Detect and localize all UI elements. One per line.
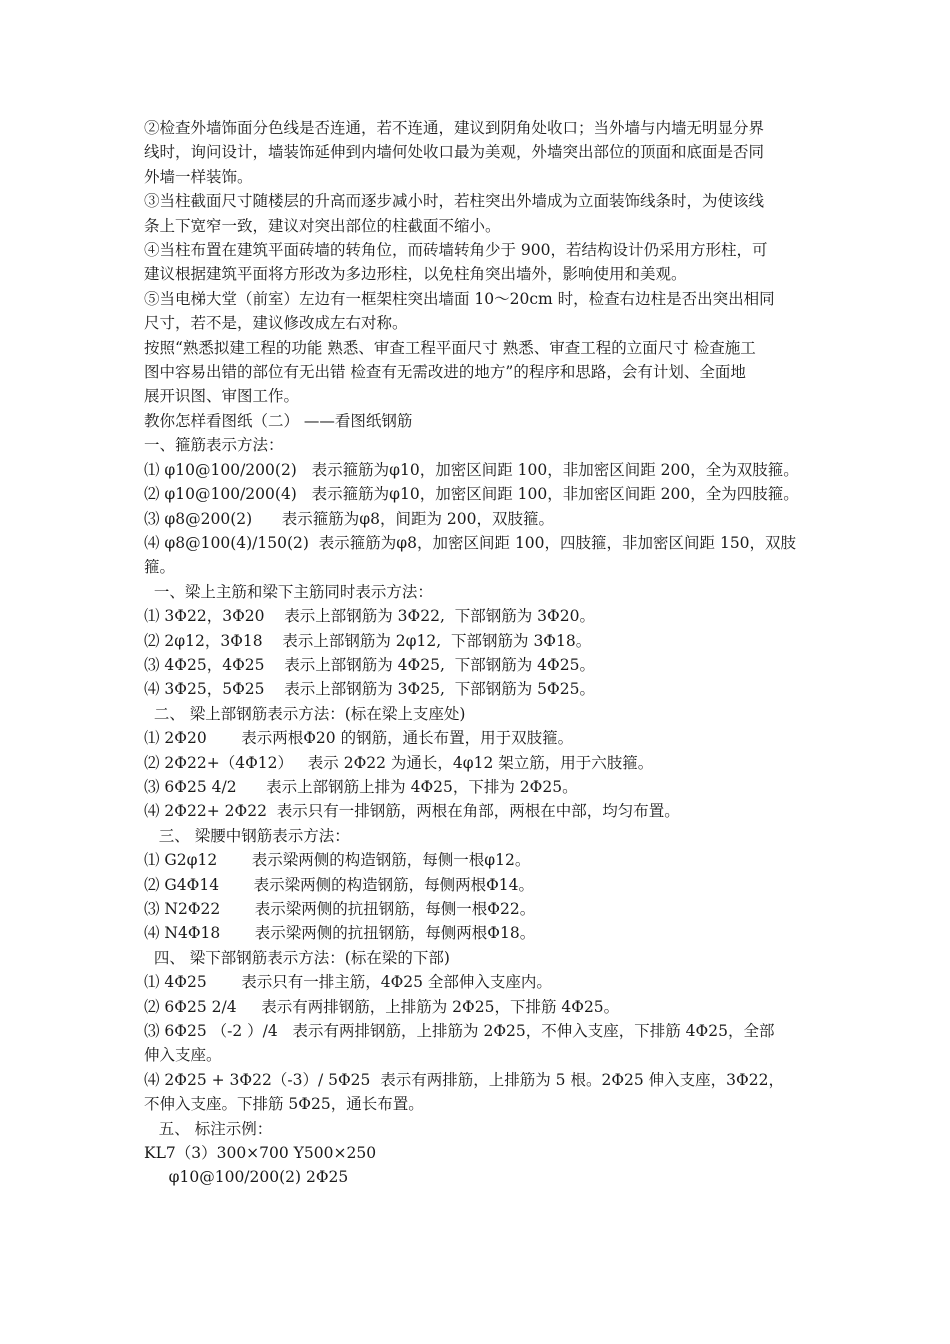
text-line: ③当柱截面尺寸随楼层的升高而逐步减小时，若柱突出外墙成为立面装饰线条时，为使该线 bbox=[144, 192, 765, 211]
text-line: 建议根据建筑平面将方形改为多边形柱，以免柱角突出墙外，影响使用和美观。 bbox=[144, 265, 687, 284]
text-line: 箍。 bbox=[144, 558, 176, 577]
text-line: 图中容易出错的部位有无出错 检查有无需改进的地方”的程序和思路，会有计划、全面地 bbox=[144, 363, 746, 382]
text-line: ⑶ φ8@200(2) 表示箍筋为φ8，间距为 200，双肢箍。 bbox=[144, 509, 554, 528]
text-line: ⑵ G4Φ14 表示梁两侧的构造钢筋，每侧两根Φ14。 bbox=[144, 875, 535, 894]
text-line: ④当柱布置在建筑平面砖墙的转角位，而砖墙转角少于 900，若结构设计仍采用方形柱，可 bbox=[144, 241, 768, 260]
section-title: 教你怎样看图纸（二） ——看图纸钢筋 bbox=[144, 411, 413, 430]
text-line: ⑶ 6Φ25 4/2 表示上部钢筋上排为 4Φ25，下排为 2Φ25。 bbox=[144, 777, 578, 796]
text-line: ⑶ N2Φ22 表示梁两侧的抗扭钢筋，每侧一根Φ22。 bbox=[144, 900, 536, 918]
section-heading: 一、梁上主筋和梁下主筋同时表示方法： bbox=[144, 582, 433, 601]
text-line: ⑶ 4Φ25，4Φ25 表示上部钢筋为 4Φ25, 下部钢筋为 4Φ25。 bbox=[144, 655, 595, 674]
text-line: ⑴ 4Φ25 表示只有一排主筋，4Φ25 全部伸入支座内。 bbox=[144, 973, 552, 992]
text-line: KL7（3）300×700 Y500×250 bbox=[144, 1144, 377, 1163]
text-line: 伸入支座。 bbox=[144, 1046, 222, 1065]
text-line: ⑴ 3Φ22，3Φ20 表示上部钢筋为 3Φ22, 下部钢筋为 3Φ20。 bbox=[144, 607, 595, 626]
text-line: ⑴ 2Φ20 表示两根Φ20 的钢筋，通长布置，用于双肢箍。 bbox=[144, 729, 574, 748]
section-heading: 四、 梁下部钢筋表示方法：(标在梁的下部) bbox=[144, 948, 450, 967]
text-line: ⑶ 6Φ25 （-2 ）/4 表示有两排钢筋，上排筋为 2Φ25，不伸入支座，下排筋 4Φ25，全部 bbox=[144, 1022, 775, 1041]
text-line: ⑴ φ10@100/200(2) 表示箍筋为φ10，加密区间距 100，非加密区间距 200，全为双肢箍。 bbox=[144, 460, 799, 479]
text-line: 展开识图、审图工作。 bbox=[144, 387, 300, 406]
text-line: ⑴ G2φ12 表示梁两侧的构造钢筋，每侧一根φ12。 bbox=[144, 851, 531, 870]
section-heading: 二、 梁上部钢筋表示方法：(标在梁上支座处) bbox=[144, 704, 466, 723]
text-line: 线时，询问设计，墙装饰延伸到内墙何处收口最为美观，外墙突出部位的顶面和底面是否同 bbox=[144, 143, 765, 162]
text-line: 外墙一样装饰。 bbox=[144, 167, 253, 186]
text-line: ⑵ 6Φ25 2/4 表示有两排钢筋，上排筋为 2Φ25，下排筋 4Φ25。 bbox=[144, 997, 620, 1016]
text-line: ⑷ 2Φ22+ 2Φ22 表示只有一排钢筋，两根在角部，两根在中部，均匀布置。 bbox=[144, 802, 680, 821]
text-line: ⑷ φ8@100(4)/150(2) 表示箍筋为φ8，加密区间距 100，四肢箍，非加密区间距 150，双肢 bbox=[144, 533, 797, 552]
section-heading: 一、箍筋表示方法： bbox=[144, 436, 284, 455]
text-line: 尺寸，若不是，建议修改成左右对称。 bbox=[144, 314, 408, 333]
text-line: ⑷ 3Φ25，5Φ25 表示上部钢筋为 3Φ25, 下部钢筋为 5Φ25。 bbox=[144, 680, 595, 699]
text-line: ⑵ φ10@100/200(4) 表示箍筋为φ10，加密区间距 100，非加密区间距 200，全为四肢箍。 bbox=[144, 485, 799, 504]
document-body bbox=[144, 116, 816, 1190]
text-line: 不伸入支座。下排筋 5Φ25，通长布置。 bbox=[144, 1095, 424, 1114]
text-line: ⑷ 2Φ25 + 3Φ22（-3）/ 5Φ25 表示有两排筋，上排筋为 5 根。2Φ25 伸入支座，3Φ22， bbox=[144, 1070, 784, 1089]
text-line: ⑷ N4Φ18 表示梁两侧的抗扭钢筋，每侧两根Φ18。 bbox=[144, 924, 536, 943]
text-line: ②检查外墙饰面分色线是否连通，若不连通，建议到阴角处收口；当外墙与内墙无明显分界 bbox=[144, 119, 765, 137]
section-heading: 五、 标注示例： bbox=[144, 1119, 273, 1138]
text-line: 条上下宽窄一致，建议对突出部位的柱截面不缩小。 bbox=[144, 216, 501, 235]
text-line: ⑤当电梯大堂（前室）左边有一框架柱突出墙面 10～20cm 时，检查右边柱是否出突出相同 bbox=[144, 289, 775, 308]
section-heading: 三、 梁腰中钢筋表示方法： bbox=[144, 826, 350, 845]
text-line: ⑵ 2Φ22+（4Φ12） 表示 2Φ22 为通长，4φ12 架立筋，用于六肢箍。 bbox=[144, 753, 654, 772]
text-line: 按照“熟悉拟建工程的功能 熟悉、审查工程平面尺寸 熟悉、审查工程的立面尺寸 检查施工 bbox=[144, 338, 756, 357]
text-line: ⑵ 2φ12，3Φ18 表示上部钢筋为 2φ12, 下部钢筋为 3Φ18。 bbox=[144, 631, 592, 650]
text-line: φ10@100/200(2) 2Φ25 bbox=[144, 1168, 349, 1187]
